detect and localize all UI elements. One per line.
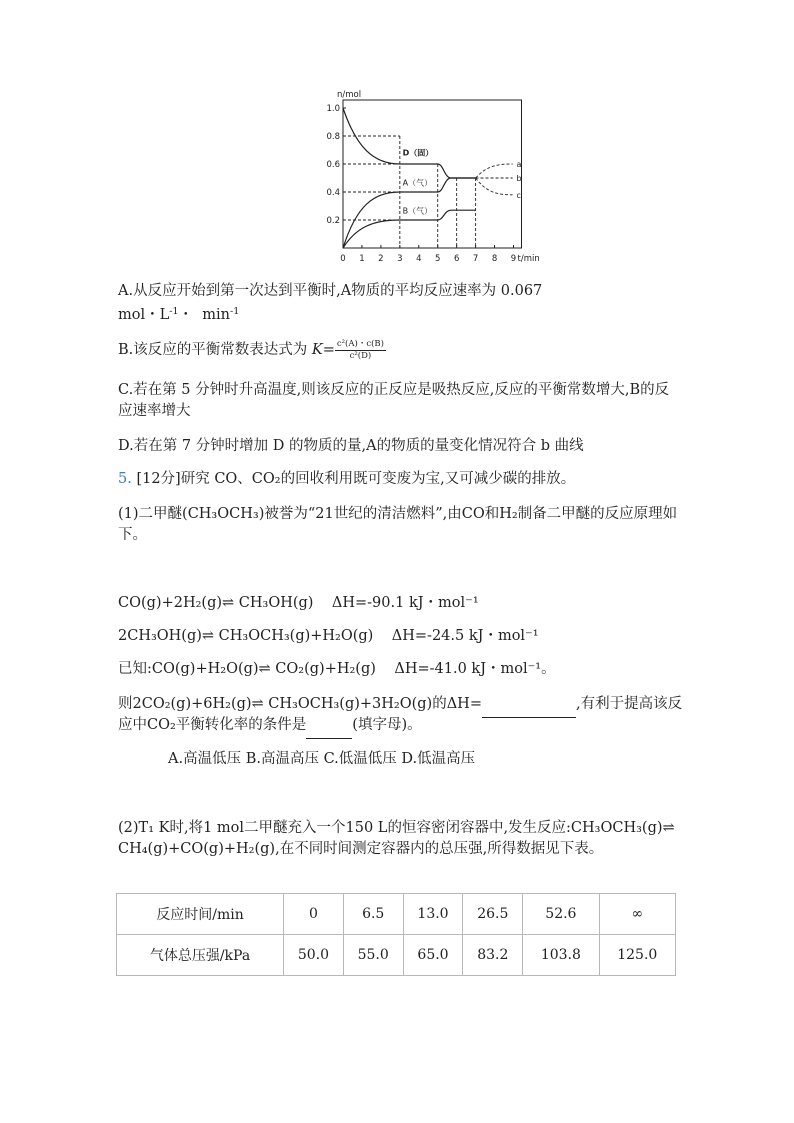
- chart-labels: [337, 90, 540, 264]
- x-tick-label: 1: [359, 254, 365, 264]
- table-cell: 26.5: [463, 894, 523, 935]
- branch-label: a: [516, 160, 522, 169]
- series-line-1: [343, 108, 476, 178]
- question-5-part2: (2)T₁ K时,将1 mol二甲醚充入一个150 L的恒容密闭容器中,发生反应:CH₃OCH₃(g)⇌ CH₄(g)+CO(g)+H₂(g),在不同时间测定容器内的总压强,所得数据见下表。: [118, 820, 675, 857]
- y-tick-label: 0.4: [326, 188, 340, 198]
- option-a-line1: A.从反应开始到第一次达到平衡时,A物质的平均反应速率为 0.067: [118, 283, 543, 299]
- option-c: C.若在第 5 分钟时升高温度,则该反应的正反应是吸热反应,反应的平衡常数增大,B的反应速率增大: [118, 382, 670, 419]
- pressure-table: [116, 893, 676, 976]
- y-axis-label: n/mol: [337, 90, 362, 100]
- option-d: D.若在第 7 分钟时增加 D 的物质的量,A的物质的量变化情况符合 b 曲线: [118, 438, 584, 454]
- x-tick-label: 7: [472, 254, 479, 264]
- branch-label: c: [516, 190, 521, 200]
- table-row: [117, 935, 676, 976]
- k-fraction: $\frac{\text{c²(A)・c(B)}}{\text{c²(D)}}$: [336, 338, 384, 361]
- x-tick-label: 6: [453, 254, 460, 264]
- option-b: B.该反应的平衡常数表达式为 K= $\frac{\text{c²(A)・c(B)}}{\text{c²(D)}}$: [118, 338, 384, 361]
- table-cell: 13.0: [403, 894, 463, 935]
- chart: [320, 88, 540, 268]
- series-label: B（气）: [402, 206, 433, 216]
- question-5-ask-line2: 应中CO₂平衡转化率的条件是 (填字母)。: [118, 715, 678, 739]
- series-label: D（固）: [402, 148, 434, 158]
- table-cell: 50.0: [284, 935, 344, 976]
- answer-blank-condition[interactable]: [306, 717, 352, 739]
- question-5-part1-intro: (1)二甲醚(CH₃OCH₃)被誉为“21世纪的清洁燃料”,由CO和H₂制备二甲醚的反应原理如下。: [118, 506, 678, 543]
- table-cell: 83.2: [463, 935, 523, 976]
- table-cell: 6.5: [343, 894, 403, 935]
- branch-line-a: [476, 164, 513, 178]
- x-axis-label: t/min: [517, 254, 540, 264]
- reaction-2: 2CH₃OH(g)⇌ CH₃OCH₃(g)+H₂O(g) ΔH=-24.5 kJ・mol⁻¹: [118, 628, 539, 644]
- x-tick-label: 0: [340, 254, 346, 264]
- table-cell: 0: [284, 894, 344, 935]
- series-label: A（气）: [402, 178, 433, 188]
- branch-label: b: [516, 174, 522, 183]
- y-tick-label: 0.8: [326, 132, 340, 142]
- table-cell: 65.0: [403, 935, 463, 976]
- table-header-pressure: 气体总压强/kPa: [117, 935, 284, 976]
- reaction-1: CO(g)+2H₂(g)⇌ CH₃OH(g) ΔH=-90.1 kJ・mol⁻¹: [118, 595, 479, 611]
- table-cell: 103.8: [523, 935, 599, 976]
- table-cell: ∞: [599, 894, 675, 935]
- table-cell: 52.6: [523, 894, 599, 935]
- x-tick-label: 3: [397, 254, 403, 264]
- plot-frame: [343, 100, 522, 248]
- question-number: 5.: [118, 471, 132, 487]
- question-5-ask-line1: 则2CO₂(g)+6H₂(g)⇌ CH₃OCH₃(g)+3H₂O(g)的ΔH= ,有利于提高该反: [118, 694, 678, 718]
- x-tick-label: 4: [416, 254, 422, 264]
- table-cell: 125.0: [599, 935, 675, 976]
- branch-line-c: [476, 178, 513, 195]
- option-a-line2: mol・$L^{-1}$・ $\min^{-1}$: [118, 306, 240, 323]
- x-tick-label: 8: [491, 254, 498, 264]
- question-5-heading: 5. [12分]研究 CO、CO₂的回收利用既可变废为宝,又可减少碳的排放。: [118, 471, 576, 487]
- chart-axes: [343, 100, 522, 248]
- table-row: [117, 894, 676, 935]
- x-tick-label: 9: [510, 254, 517, 264]
- y-tick-label: 0.2: [326, 216, 340, 226]
- choices-line: A.高温低压 B.高温高压 C.低温低压 D.低温高压: [168, 751, 476, 767]
- table-cell: 55.0: [343, 935, 403, 976]
- series-line-3: [343, 210, 476, 248]
- table-header-time: 反应时间/min: [117, 894, 284, 935]
- x-tick-label: 2: [378, 254, 384, 264]
- reaction-3: 已知:CO(g)+H₂O(g)⇌ CO₂(g)+H₂(g) ΔH=-41.0 kJ・mol⁻¹。: [118, 661, 556, 677]
- y-tick-label: 1.0: [326, 104, 340, 114]
- y-tick-label: 0.6: [326, 160, 340, 170]
- x-tick-label: 5: [435, 254, 441, 264]
